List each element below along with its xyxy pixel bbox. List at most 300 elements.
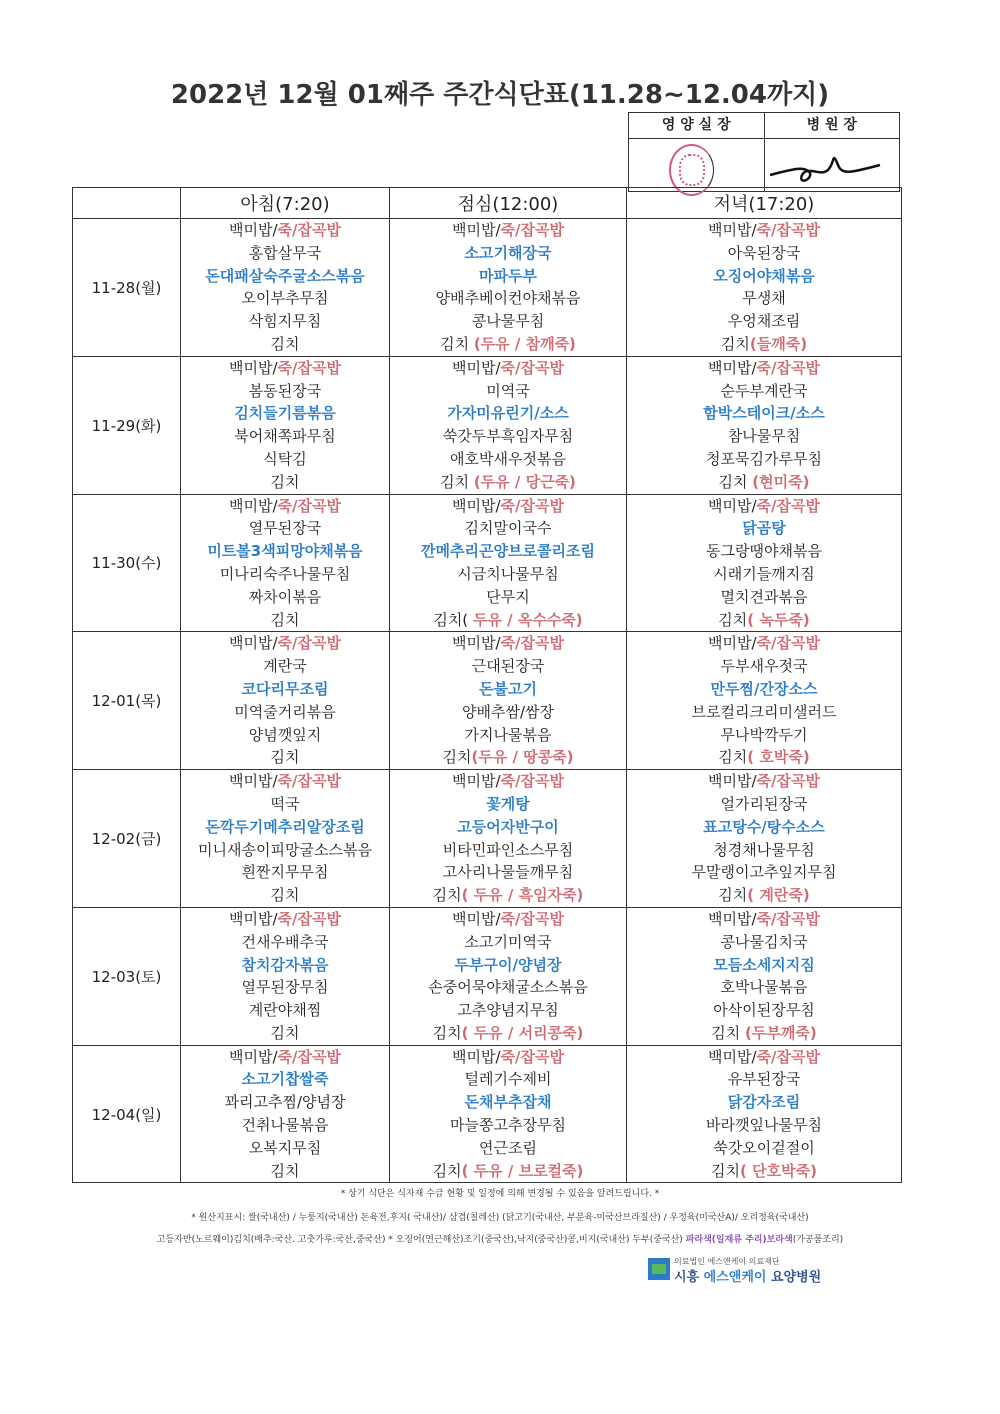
breakfast-cell (181, 907, 390, 1045)
menu-item (181, 310, 389, 333)
menu-item-text: 연근조림 (479, 1138, 537, 1157)
menu-item (390, 242, 626, 265)
menu-item-text: 손중어묵야채굴소스볶음 (428, 978, 588, 997)
menu-item-text: 짜차이볶음 (248, 587, 322, 606)
menu-item-text: 돈대패살숙주굴소스볶음 (205, 266, 365, 285)
menu-item (181, 724, 389, 747)
menu-item-text: 건취나물볶음 (241, 1116, 329, 1135)
menu-item-text: 브로컬리크리미샐러드 (691, 702, 837, 721)
menu-item (627, 265, 901, 288)
menu-item-text: 백미밥/ (452, 358, 501, 377)
day-label: 12-02(금) (73, 770, 181, 908)
weekly-menu-table (72, 187, 902, 1183)
menu-item-text: 호박나물볶음 (720, 978, 808, 997)
menu-item (627, 793, 901, 816)
dinner-cell (627, 356, 902, 494)
menu-item-text: 백미밥/ (452, 634, 501, 653)
menu-item-option: 죽/잡곡밥 (756, 1047, 820, 1066)
day-label: 11-30(수) (73, 494, 181, 632)
menu-item (627, 357, 901, 380)
approval-nutrition-head: 영 양 실 장 (629, 113, 765, 138)
menu-item (181, 816, 389, 839)
dinner-cell (627, 907, 902, 1045)
menu-item-text: 오복지무침 (248, 1138, 322, 1157)
menu-item-text: 비타민파인소스무침 (442, 840, 574, 859)
menu-item (181, 884, 389, 907)
menu-item-text: 김치 (270, 334, 300, 353)
menu-item (627, 1137, 901, 1160)
menu-item (390, 1022, 626, 1045)
menu-item (390, 884, 626, 907)
menu-item (390, 793, 626, 816)
menu-item-text: 소고기해장국 (464, 243, 552, 262)
menu-item-text: 흰짠지무무침 (241, 863, 329, 882)
day-label: 12-01(목) (73, 632, 181, 770)
menu-item-text: 김치 (720, 334, 750, 353)
lunch-cell (390, 770, 627, 908)
menu-item (390, 770, 626, 793)
breakfast-cell (181, 632, 390, 770)
menu-item-text: 백미밥/ (229, 358, 278, 377)
menu-item (181, 839, 389, 862)
menu-item (627, 839, 901, 862)
dinner-cell (627, 632, 902, 770)
menu-item (627, 425, 901, 448)
menu-item-text: 미역줄거리볶음 (234, 702, 336, 721)
menu-item (390, 976, 626, 999)
menu-item (390, 724, 626, 747)
menu-item-option: 죽/잡곡밥 (756, 772, 820, 791)
menu-item (390, 931, 626, 954)
menu-item (181, 402, 389, 425)
breakfast-cell (181, 494, 390, 632)
menu-item-text: 미역국 (486, 381, 530, 400)
menu-item (390, 1160, 626, 1183)
menu-item-text: 백미밥/ (708, 634, 757, 653)
dinner-cell (627, 494, 902, 632)
menu-item-text: 마파두부 (479, 266, 537, 285)
menu-item (390, 839, 626, 862)
menu-item (181, 287, 389, 310)
menu-item (181, 495, 389, 518)
menu-item (627, 1114, 901, 1137)
menu-item-text: 청포묵김가루무침 (706, 449, 822, 468)
menu-item (627, 632, 901, 655)
menu-item-text: 청경채나물무침 (713, 840, 815, 859)
menu-item-text: 가지나물볶음 (464, 725, 552, 744)
hospital-logo (648, 1256, 822, 1286)
menu-item-text: 깐메추리곤양브로콜리조림 (421, 542, 595, 561)
table-row (73, 356, 902, 494)
menu-item-text: 열무된장국 (248, 519, 322, 538)
menu-item-text: 마늘쫑고추장무침 (450, 1116, 566, 1135)
dinner-cell (627, 219, 902, 357)
menu-item-text: 양념깻잎지 (248, 725, 322, 744)
menu-item-text: 김치 (270, 610, 300, 629)
menu-item (627, 724, 901, 747)
menu-item (390, 402, 626, 425)
menu-item-option: 죽/잡곡밥 (277, 772, 341, 791)
logo-subtitle: 의료법인 에스앤케이 의료재단 (674, 1257, 780, 1266)
menu-item-text: 닭곰탕 (742, 519, 786, 538)
table-row (73, 907, 902, 1045)
hospital-logo-icon (648, 1258, 670, 1280)
table-row (73, 770, 902, 908)
logo-name-type: 요양병원 (766, 1270, 822, 1285)
menu-item-option: 죽/잡곡밥 (500, 358, 564, 377)
menu-item (627, 999, 901, 1022)
menu-item-text: 백미밥/ (708, 496, 757, 515)
menu-item (627, 1022, 901, 1045)
menu-item-text: 아욱된장국 (727, 243, 801, 262)
menu-item (627, 655, 901, 678)
menu-item-text: 백미밥/ (452, 221, 501, 239)
menu-item (181, 655, 389, 678)
day-label: 12-04(일) (73, 1045, 181, 1183)
menu-item-text: 애호박새우젓볶음 (450, 449, 566, 468)
menu-item-option: ( 계란죽) (747, 886, 810, 905)
menu-item-text: 백미밥/ (708, 221, 757, 239)
menu-item-text: 미니새송이피망굴소스볶음 (198, 840, 372, 859)
table-row (73, 494, 902, 632)
menu-item (390, 310, 626, 333)
menu-item (627, 495, 901, 518)
menu-item-text: 김치 (442, 748, 472, 767)
menu-item-text: 근대된장국 (471, 657, 545, 676)
menu-item-option: (두유 / 당근죽) (473, 472, 576, 491)
menu-item (390, 425, 626, 448)
menu-item-text: 순두부계란국 (720, 381, 808, 400)
table-header-row (73, 188, 902, 219)
menu-item-text: 식탁김 (263, 449, 307, 468)
menu-item (390, 1046, 626, 1069)
menu-item (181, 954, 389, 977)
menu-item (390, 1068, 626, 1091)
menu-item (181, 265, 389, 288)
menu-item (390, 586, 626, 609)
menu-item-text: 함박스테이크/소스 (703, 404, 825, 423)
menu-item-text: 무나박깍두기 (720, 725, 808, 744)
menu-item-text: 오징어야채볶음 (713, 266, 815, 285)
menu-item (627, 908, 901, 931)
menu-item-text: 북어채쪽파무침 (234, 427, 336, 446)
lunch-cell (390, 1045, 627, 1183)
menu-item (181, 632, 389, 655)
menu-item (627, 380, 901, 403)
menu-item-option: 죽/잡곡밥 (500, 634, 564, 653)
menu-item (627, 586, 901, 609)
menu-item (181, 746, 389, 769)
menu-item (390, 1114, 626, 1137)
menu-item (181, 976, 389, 999)
menu-item-text: 봄동된장국 (248, 381, 322, 400)
menu-item (627, 471, 901, 494)
menu-item-text: 김치 (718, 886, 748, 905)
menu-item (627, 976, 901, 999)
menu-item-text: 김치 (718, 610, 748, 629)
menu-item (390, 517, 626, 540)
menu-item (390, 861, 626, 884)
menu-item-text: 만두찜/간장소스 (710, 679, 818, 698)
change-notice: * 상기 식단은 식자재 수급 현황 및 일정에 의해 변경될 수 있음을 알려드립니다. * (340, 1189, 660, 1199)
menu-item-text: 김치 (440, 334, 474, 353)
menu-item-text: 두부새우젓국 (720, 657, 808, 676)
menu-item (181, 471, 389, 494)
menu-item (627, 609, 901, 632)
menu-item-text: 고추양념지무침 (457, 1001, 559, 1020)
menu-item-text: 김치 (432, 1161, 462, 1180)
menu-item-text: 열무된장무침 (241, 978, 329, 997)
dinner-cell (627, 1045, 902, 1183)
menu-item-option: ( 녹두죽) (747, 610, 810, 629)
menu-item (390, 540, 626, 563)
menu-item-text: 김치 (711, 1161, 741, 1180)
menu-item-text: 김치( (433, 610, 473, 629)
menu-item-text: 돈채부추잡채 (464, 1093, 552, 1112)
menu-item-text: 양배추베이컨야채볶음 (435, 289, 581, 308)
menu-item (181, 770, 389, 793)
menu-item-text: 얼가리된장국 (720, 794, 808, 813)
menu-item-option: (두유 / 땅콩죽) (471, 748, 574, 767)
menu-item-text: 백미밥/ (229, 221, 278, 239)
menu-item-text: 김치들기름볶음 (234, 404, 336, 423)
header-lunch: 점심(12:00) (390, 188, 627, 219)
table-row (73, 219, 902, 357)
menu-item (181, 861, 389, 884)
menu-item (627, 746, 901, 769)
menu-item-option: 죽/잡곡밥 (277, 1047, 341, 1066)
menu-item (181, 242, 389, 265)
menu-item-option: (두부깨죽) (745, 1023, 817, 1042)
menu-item-option: 죽/잡곡밥 (277, 496, 341, 515)
menu-item (390, 471, 626, 494)
menu-item-text: 유부된장국 (727, 1070, 801, 1089)
menu-item (181, 1046, 389, 1069)
menu-item (390, 609, 626, 632)
menu-item (390, 954, 626, 977)
menu-item-option: 죽/잡곡밥 (756, 496, 820, 515)
menu-item-option: 두유 / 옥수수죽) (472, 610, 583, 629)
menu-item (390, 448, 626, 471)
menu-item-text: 동그랑땡야채볶음 (706, 542, 822, 561)
menu-item (627, 448, 901, 471)
menu-item (390, 908, 626, 931)
menu-item (181, 999, 389, 1022)
menu-item-text: 오이부추무침 (241, 289, 329, 308)
menu-item (181, 1114, 389, 1137)
header-blank (73, 188, 181, 219)
menu-item (390, 495, 626, 518)
menu-item (181, 357, 389, 380)
menu-item (627, 242, 901, 265)
menu-item-text: 표고탕수/탕수소스 (703, 817, 825, 836)
menu-item (181, 1160, 389, 1183)
menu-item-option: 죽/잡곡밥 (756, 634, 820, 653)
origin-info-line2-end: (가공품조리) (792, 1235, 844, 1245)
menu-item-text: 백미밥/ (229, 909, 278, 928)
menu-item-text: 미나리숙주나물무침 (219, 564, 351, 583)
menu-item-option: (들깨죽) (749, 334, 808, 353)
menu-item-text: 멸치견과볶음 (720, 587, 808, 606)
menu-item-text: 무생채 (742, 289, 786, 308)
menu-item (390, 655, 626, 678)
menu-item (627, 954, 901, 977)
menu-item (390, 632, 626, 655)
menu-item-text: 건새우배추국 (241, 932, 329, 951)
breakfast-cell (181, 219, 390, 357)
menu-item (390, 563, 626, 586)
menu-item-text: 백미밥/ (229, 634, 278, 653)
menu-item-text: 김치 (718, 748, 748, 767)
menu-item-text: 단무지 (486, 587, 530, 606)
origin-info-line2 (0, 1232, 1000, 1245)
menu-item (627, 540, 901, 563)
menu-item-option: ( 두유 / 서리콩죽) (461, 1023, 584, 1042)
menu-item-option: 죽/잡곡밥 (500, 221, 564, 239)
menu-item (627, 816, 901, 839)
menu-item-text: 참나물무침 (727, 427, 801, 446)
menu-item (181, 793, 389, 816)
menu-item-text: 백미밥/ (708, 358, 757, 377)
menu-item-text: 두부구이/양념장 (454, 955, 562, 974)
menu-item-text: 김치 (270, 886, 300, 905)
menu-item-text: 김치말이국수 (464, 519, 552, 538)
menu-item (627, 333, 901, 356)
menu-item-text: 모듬소세지지짐 (713, 955, 815, 974)
menu-item (390, 701, 626, 724)
menu-item (181, 609, 389, 632)
menu-item-option: 죽/잡곡밥 (756, 221, 820, 239)
menu-item (627, 1160, 901, 1183)
menu-item-text: 돈깍두기메추리알장조림 (205, 817, 365, 836)
menu-item-text: 김치 (711, 1023, 746, 1042)
menu-item-text: 백미밥/ (229, 496, 278, 515)
origin-info-colored: 파라색(일재류 주리)보라색 (685, 1235, 793, 1245)
menu-item (627, 861, 901, 884)
menu-item-text: 소고기찹쌀죽 (241, 1070, 329, 1089)
menu-item-text: 김치 (432, 886, 462, 905)
menu-item (627, 219, 901, 242)
menu-item-text: 바라깻잎나물무침 (706, 1116, 822, 1135)
menu-item (181, 219, 389, 242)
menu-item-text: 삭힘지무침 (248, 312, 322, 331)
menu-item-text: 소고기미역국 (464, 932, 552, 951)
logo-name-brand: 에스앤케이 (703, 1270, 767, 1285)
logo-name (674, 1266, 821, 1285)
menu-item-text: 털레기수제비 (464, 1070, 552, 1089)
menu-item-option: 죽/잡곡밥 (756, 358, 820, 377)
menu-item-text: 우엉채조림 (727, 312, 801, 331)
menu-item-text: 코다리무조림 (241, 679, 329, 698)
menu-item (627, 310, 901, 333)
menu-item-text: 김치 (270, 748, 300, 767)
menu-item (390, 678, 626, 701)
menu-item (181, 701, 389, 724)
menu-item-text: 꽃게탕 (486, 794, 530, 813)
menu-item (627, 563, 901, 586)
menu-item (390, 816, 626, 839)
header-dinner: 저녁(17:20) (627, 188, 902, 219)
menu-item-text: 무말랭이고추잎지무침 (691, 863, 837, 882)
menu-item (390, 265, 626, 288)
director-signature-cell (765, 139, 900, 192)
page-title: 2022년 12월 01째주 주간식단표(11.28~12.04까지) (170, 80, 830, 110)
menu-item (181, 517, 389, 540)
table-row (73, 1045, 902, 1183)
menu-item (390, 333, 626, 356)
menu-item-text: 홍합살무국 (248, 243, 322, 262)
menu-item-text: 김치 (270, 1161, 300, 1180)
menu-item-text: 시금치나물무침 (457, 564, 559, 583)
menu-item (181, 563, 389, 586)
menu-item-text: 닭감자조림 (727, 1093, 801, 1112)
menu-item-text: 백미밥/ (452, 909, 501, 928)
menu-item (627, 678, 901, 701)
menu-item-text: 시래기들깨지짐 (713, 564, 815, 583)
signature-icon (750, 135, 900, 195)
menu-item-text: 백미밥/ (452, 1047, 501, 1066)
menu-item (181, 333, 389, 356)
menu-item (390, 219, 626, 242)
menu-item-text: 미트볼3색피망야채볶음 (207, 542, 363, 561)
origin-info-line2-text: 고등자반(노르웨이)김치(배추:국산. 고춧가루:국산,중국산) * 오징어(연근해산)조기(중국산),낙지(중국산)콩,비지(국내산) 두부(중국산) (156, 1235, 683, 1245)
menu-item (181, 678, 389, 701)
menu-item-text: 참치감자볶음 (241, 955, 329, 974)
menu-item-text: 김치 (440, 472, 474, 491)
menu-item-option: 죽/잡곡밥 (277, 358, 341, 377)
menu-item-text: 양배추쌈/쌈장 (462, 702, 554, 721)
menu-item (627, 287, 901, 310)
menu-item-option: ( 호박죽) (747, 748, 810, 767)
menu-item (627, 884, 901, 907)
menu-item (390, 380, 626, 403)
menu-item-text: 가자미유린기/소스 (447, 404, 569, 423)
menu-item-text: 백미밥/ (229, 1047, 278, 1066)
approval-director-head: 병 원 장 (806, 117, 857, 133)
menu-item-option: ( 두유 / 브로컬죽) (461, 1161, 584, 1180)
menu-item-text: 돈불고기 (479, 679, 537, 698)
menu-item (627, 1046, 901, 1069)
day-label: 11-29(화) (73, 356, 181, 494)
menu-item-option: ( 단호박죽) (740, 1161, 817, 1180)
menu-item-option: 죽/잡곡밥 (500, 772, 564, 791)
menu-item (627, 701, 901, 724)
menu-item (181, 931, 389, 954)
menu-item-option: ( 두유 / 흑임자죽) (461, 886, 584, 905)
menu-item-text: 떡국 (270, 794, 300, 813)
menu-item-text: 콩나물김치국 (720, 932, 808, 951)
menu-item-text: 백미밥/ (708, 1047, 757, 1066)
menu-item-text: 백미밥/ (229, 772, 278, 791)
menu-item (390, 1137, 626, 1160)
origin-info-line1: * 원산지표시: 쌀(국내산) / 누룽지(국내산) 돈육전,후지( 국내산)/ 삼겹(칠레산) (닭고기(국내산, 부분육-미국산브라질산) / 우정육(미국산A)/ 오리정육(국내산) (191, 1213, 809, 1223)
menu-item-text: 김치 (270, 1023, 300, 1042)
lunch-cell (390, 907, 627, 1045)
menu-item-text: 고등어자반구이 (457, 817, 559, 836)
menu-item-option: 죽/잡곡밥 (277, 221, 341, 239)
menu-item (390, 1091, 626, 1114)
menu-item (181, 425, 389, 448)
menu-item-text: 아삭이된장무침 (713, 1001, 815, 1020)
lunch-cell (390, 632, 627, 770)
menu-item (390, 357, 626, 380)
dinner-cell (627, 770, 902, 908)
menu-item (181, 1022, 389, 1045)
menu-item-text: 쑥갓두부흑임자무침 (442, 427, 574, 446)
menu-item-option: 죽/잡곡밥 (756, 909, 820, 928)
menu-item-option: 죽/잡곡밥 (500, 1047, 564, 1066)
lunch-cell (390, 219, 627, 357)
